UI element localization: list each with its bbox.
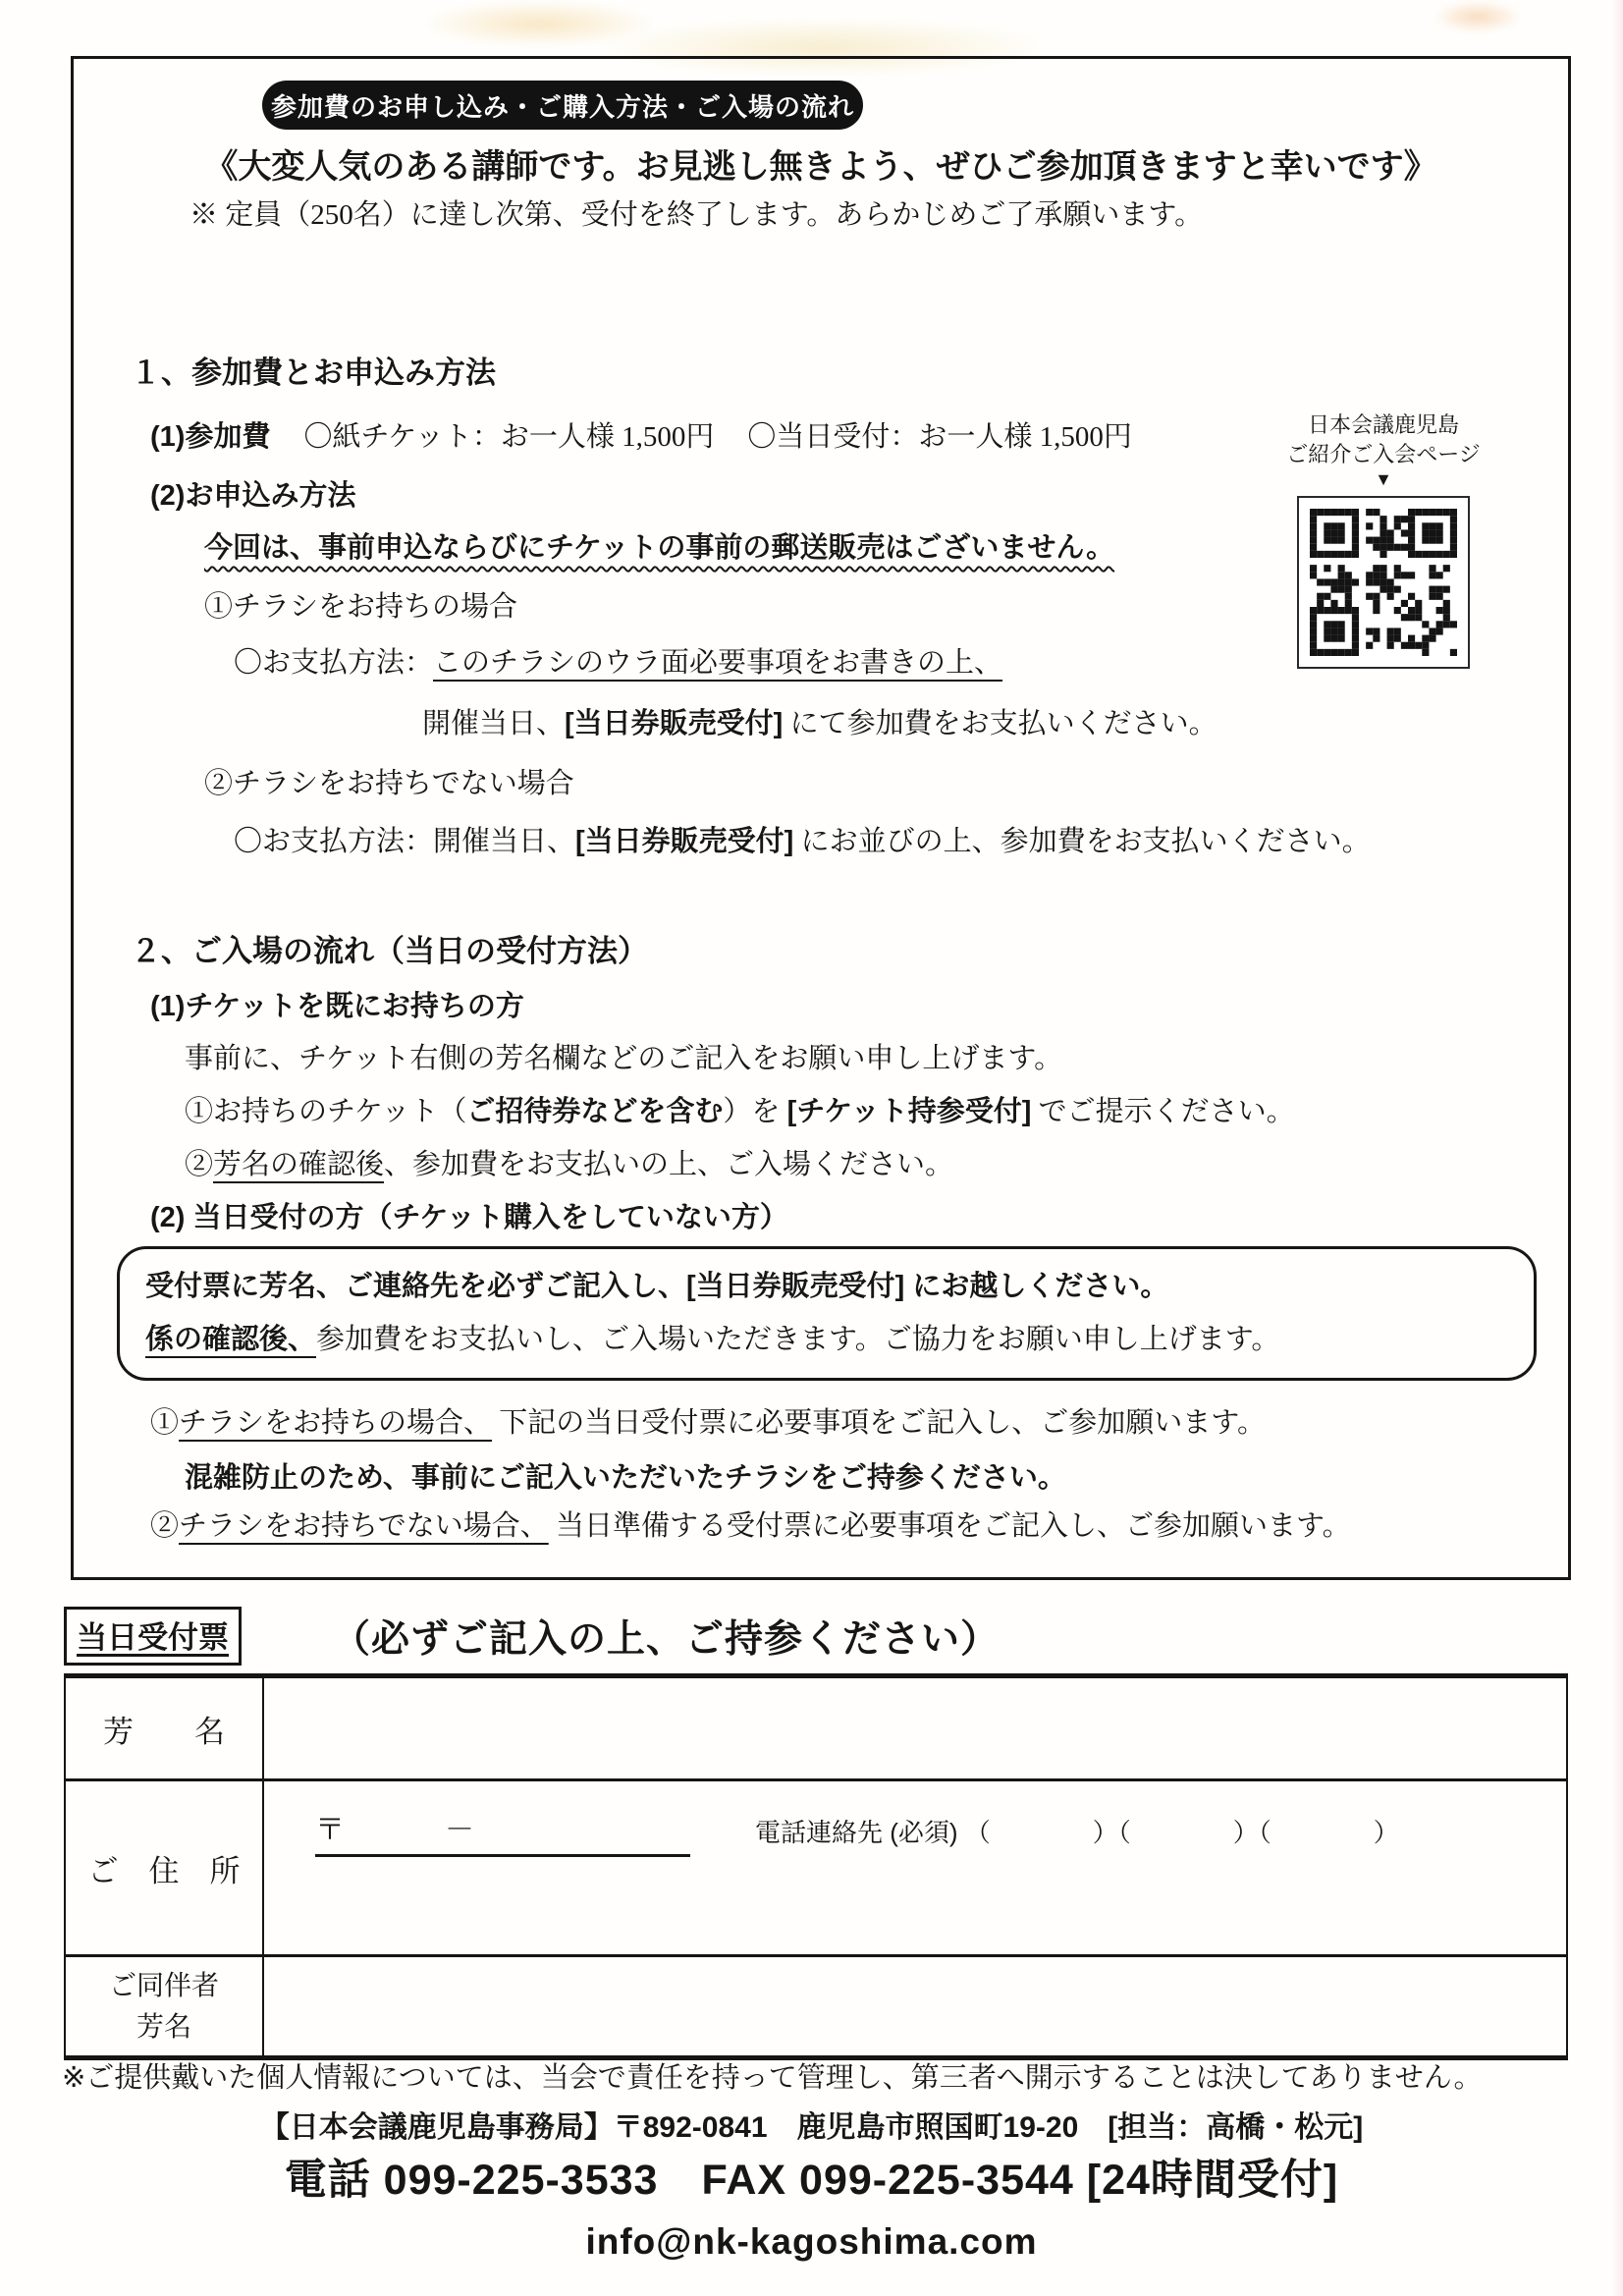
- payment-method-1-cont: [422, 706, 1217, 741]
- reception-form-table: [64, 1673, 1568, 2060]
- s1-underlined: チラシをお持ちの場合、: [179, 1407, 493, 1439]
- phone-slots: （ ）（ ）（ ）: [964, 1818, 1399, 1847]
- qr-block: [1270, 410, 1497, 669]
- pay1-cont-post: にて参加費をお支払いください。: [783, 708, 1217, 739]
- apply-method-label: (2)お申込み方法: [150, 480, 356, 512]
- pay2-post: にお並びの上、参加費をお支払いください。: [793, 826, 1371, 857]
- pay1-cont-pre: 開催当日、: [422, 708, 566, 739]
- ticket-holder-step1: [185, 1094, 1295, 1129]
- qr-label-line1: 日本会議鹿児島: [1307, 412, 1459, 437]
- step1-bold: ご招待券などを含む: [466, 1096, 724, 1127]
- walkin-box-line1: [145, 1261, 1508, 1314]
- table-row-address: [66, 1781, 1566, 1957]
- address-label: ご 住 所: [66, 1781, 264, 1954]
- badge-text: 参加費のお申し込み・ご購入方法・ご入場の流れ: [270, 91, 854, 122]
- same-day-ticket-desk-bracket: [当日券販売受付]: [565, 708, 784, 739]
- walkin-notice-box: [117, 1246, 1537, 1381]
- box-line1-post: にお越しください。: [904, 1271, 1169, 1302]
- walkin-label: (2) 当日受付の方（チケット購入をしていない方）: [150, 1202, 788, 1233]
- step1-mid: ）を: [723, 1096, 787, 1127]
- headline: 《大変人気のある講師です。お見逃し無きよう、ぜひご参加頂きますと幸いです》: [204, 148, 1437, 186]
- payment-method-2: [234, 824, 1371, 859]
- step1-pre: ①お持ちのチケット（: [185, 1096, 467, 1127]
- reception-form-title-box: [64, 1607, 242, 1666]
- s1-num: ①: [150, 1407, 180, 1439]
- privacy-note: ※ご提供戴いた個人情報については、当会で責任を持って管理し、第三者へ開示することは決してありません。: [62, 2062, 1483, 2094]
- scan-smudge: [1434, 0, 1522, 33]
- fee-line: [150, 419, 1132, 455]
- phone-field: [755, 1813, 1399, 1849]
- qr-code-svg: [1310, 509, 1457, 661]
- same-day-ticket-desk-bracket: [当日券販売受付]: [686, 1271, 905, 1302]
- fee-label: (1)参加費: [150, 421, 271, 453]
- name-input-area: [264, 1678, 1566, 1778]
- case1-with-flyer: ①チラシをお持ちの場合: [204, 591, 518, 623]
- down-arrow-icon: ▼: [1375, 469, 1392, 490]
- s2-num: ②: [150, 1510, 180, 1542]
- phone-label: 電話連絡先 (必須): [755, 1818, 958, 1847]
- pay1-underlined: このチラシのウラ面必要事項をお書きの上、: [433, 647, 1003, 679]
- table-row-companion: [66, 1957, 1566, 2055]
- fee-same-day: 〇当日受付：お一人様 1,500円: [747, 421, 1132, 453]
- no-advance-sales-notice: 今回は、事前申込ならびにチケットの事前の郵送販売はございません。: [204, 532, 1115, 564]
- section-badge: [262, 81, 863, 130]
- fee-paper-ticket: 〇紙チケット：お一人様 1,500円: [303, 421, 715, 453]
- ticket-holder-step2: [185, 1147, 953, 1182]
- section1-heading: １、参加費とお申込み方法: [131, 355, 496, 390]
- case2-without-flyer: ②チラシをお持ちでない場合: [204, 768, 574, 799]
- box-line2-bold: 係の確認後、: [145, 1323, 317, 1355]
- companion-label: [66, 1957, 264, 2055]
- scan-edge-tint: [1611, 0, 1623, 2296]
- reception-form-header: [64, 1607, 1000, 1666]
- postal-code-field: 〒 －: [315, 1805, 690, 1857]
- section2-heading: ２、ご入場の流れ（当日の受付方法）: [131, 934, 648, 968]
- step2-underlined: 芳名の確認後: [213, 1149, 385, 1180]
- box-line1-pre: 受付票に芳名、ご連絡先を必ずご記入し、: [145, 1271, 687, 1302]
- scan-smudge: [422, 0, 658, 47]
- payment-method-1: [234, 645, 1002, 681]
- table-row-name: [66, 1678, 1566, 1781]
- step-without-flyer: [150, 1508, 1351, 1544]
- step1-post: でご提示ください。: [1031, 1096, 1295, 1127]
- name-label: 芳 名: [66, 1678, 264, 1778]
- walkin-box-line2: [145, 1314, 1508, 1367]
- pay2-pre: 〇お支払方法：開催当日、: [234, 826, 576, 857]
- congestion-note: 混雑防止のため、事前にご記入いただいたチラシをご持参ください。: [185, 1462, 1066, 1494]
- main-content-box: [71, 56, 1571, 1580]
- companion-label-line1: ご同伴者: [108, 1970, 219, 2000]
- step2-num: ②: [185, 1149, 214, 1180]
- step-with-flyer: [150, 1405, 1266, 1441]
- capacity-note: ※ 定員（250名）に達し次第、受付を終了します。あらかじめご了承願います。: [189, 199, 1204, 231]
- qr-code: [1297, 496, 1470, 669]
- step2-post: 、参加費をお支払いの上、ご入場ください。: [384, 1149, 954, 1180]
- ticket-holder-line1: 事前に、チケット右側の芳名欄などのご記入をお願い申し上げます。: [185, 1043, 1063, 1074]
- address-input-area: [264, 1781, 1566, 1954]
- s2-underlined: チラシをお持ちでない場合、: [179, 1510, 549, 1542]
- email-address: info@nk-kagoshima.com: [585, 2221, 1038, 2262]
- ticket-desk-bracket: [チケット持参受付]: [786, 1096, 1032, 1127]
- same-day-ticket-desk-bracket: [当日券販売受付]: [575, 826, 794, 857]
- companion-label-line2: 芳名: [135, 2011, 191, 2042]
- pay1-label: 〇お支払方法：: [234, 647, 434, 679]
- s1-rest: 下記の当日受付票に必要事項をご記入し、ご参加願います。: [492, 1407, 1266, 1439]
- ticket-holder-label: (1)チケットを既にお持ちの方: [150, 991, 524, 1022]
- reception-form-subtitle: （必ずご記入の上、ご持参ください）: [332, 1618, 1001, 1661]
- box-line2-rest: 参加費をお支払いし、ご入場いただきます。ご協力をお願い申し上げます。: [316, 1323, 1280, 1355]
- qr-label-line2: ご紹介ご入会ページ: [1286, 441, 1481, 466]
- reception-form-title: 当日受付票: [77, 1620, 229, 1655]
- office-address-line: 【日本会議鹿児島事務局】〒892-0841 鹿児島市照国町19-20 [担当：高橋・松元]: [259, 2111, 1364, 2144]
- s2-rest: 当日準備する受付票に必要事項をご記入し、ご参加願います。: [548, 1510, 1351, 1542]
- phone-fax-line: 電話 099-225-3533 FAX 099-225-3544 [24時間受付]: [284, 2157, 1339, 2204]
- companion-input-area: [264, 1957, 1566, 2055]
